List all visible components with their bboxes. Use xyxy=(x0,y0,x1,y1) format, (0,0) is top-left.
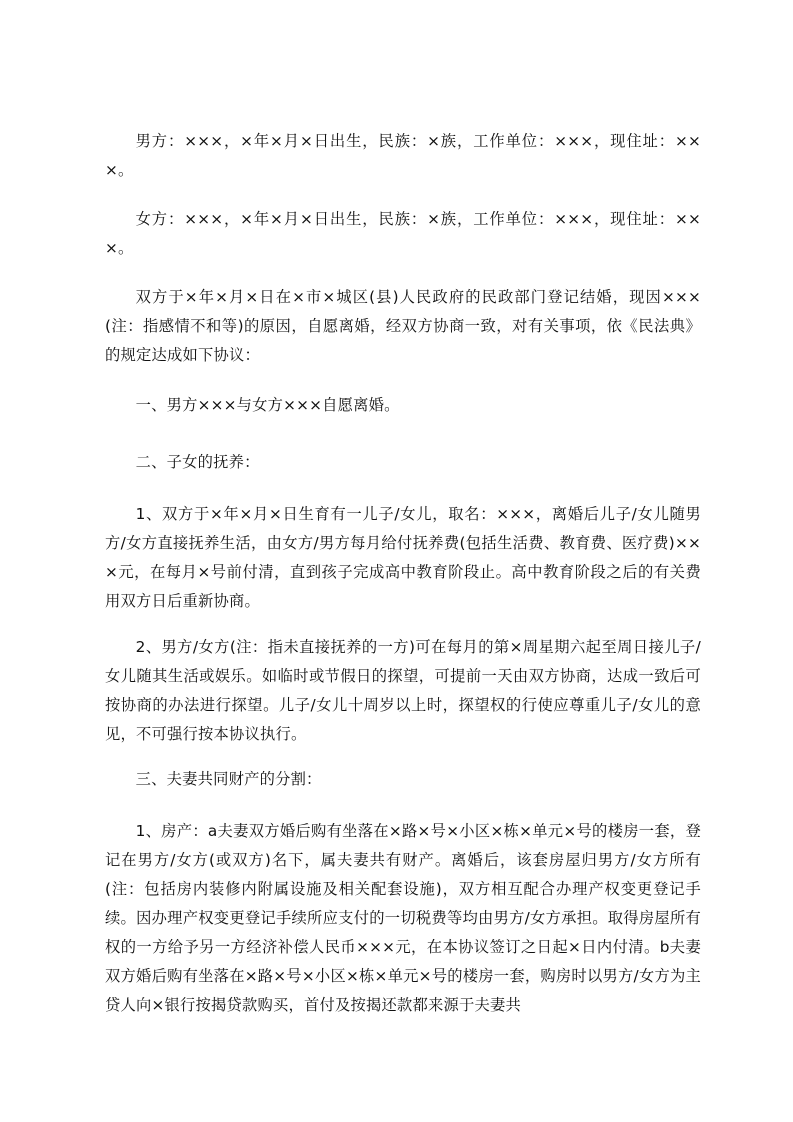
paragraph-child-support: 1、双方于×年×月×日生育有一儿子/女儿，取名：×××，离婚后儿子/女儿随男方/女方直接抚养生活，由女方/男方每月给付抚养费(包括生活费、教育费、医疗费)×××元，在每月×号前付清，直到孩子完成高中教育阶段止。高中教育阶段之后的有关费用双方日后重新协商。 xyxy=(105,505,701,610)
paragraph-marriage-background: 双方于×年×月×日在×市×城区(县)人民政府的民政部门登记结婚，现因×××(注：指感情不和等)的原因，自愿离婚，经双方协商一致，对有关事项，依《民法典》的规定达成如下协议： xyxy=(105,288,701,364)
section-heading-property: 三、夫妻共同财产的分割： xyxy=(135,770,322,788)
paragraph-real-estate: 1、房产：a夫妻双方婚后购有坐落在×路×号×小区×栋×单元×号的楼房一套，登记在男方/女方(或双方)名下，属夫妻共有财产。离婚后，该套房屋归男方/女方所有(注：包括房内装修内附属设施及相关配套设施)，双方相互配合办理产权变更登记手续。因办理产权变更登记手续所应支付的一切税费等均由男方/女方承担。取得房屋所有权的一方给予另一方经济补偿人民币×××元，在本协议签订之日起×日内付清。b夫妻双方婚后购有坐落在×路×号×小区×栋×单元×号的楼房一套，购房时以男方/女方为主贷人向×银行按揭贷款购买，首付及按揭还款都来源于夫妻共 xyxy=(105,822,701,1014)
paragraph-husband-info: 男方：×××，×年×月×日出生，民族：×族，工作单位：×××，现住址：×××。 xyxy=(105,132,701,179)
section-heading-divorce: 一、男方×××与女方×××自愿离婚。 xyxy=(135,396,400,414)
section-heading-child-custody: 二、子女的抚养： xyxy=(135,453,260,471)
paragraph-wife-info: 女方：×××，×年×月×日出生，民族：×族，工作单位：×××，现住址：×××。 xyxy=(105,210,701,257)
paragraph-visitation: 2、男方/女方(注：指未直接抚养的一方)可在每月的第×周星期六起至周日接儿子/女儿随其生活或娱乐。如临时或节假日的探望，可提前一天由双方协商，达成一致后可按协商的办法进行探望。儿子/女儿十周岁以上时，探望权的行使应尊重儿子/女儿的意见，不可强行按本协议执行。 xyxy=(105,638,701,743)
